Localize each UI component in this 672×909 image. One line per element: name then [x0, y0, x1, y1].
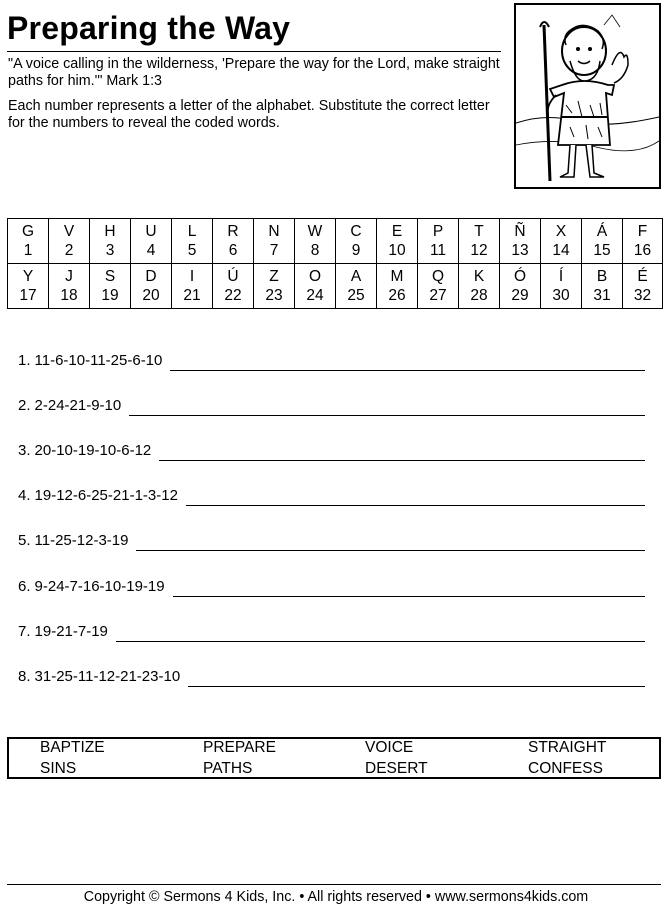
puzzle-code: 20-10-19-10-6-12 [34, 442, 152, 460]
key-letter: Z [269, 267, 279, 285]
key-number: 4 [146, 241, 156, 259]
word-bank-word: VOICE [365, 739, 414, 756]
key-number: 17 [19, 286, 37, 304]
key-cell [295, 264, 336, 309]
key-number: 32 [633, 286, 652, 304]
key-letter: Y [22, 267, 34, 285]
key-number: 24 [306, 286, 324, 304]
key-letter: E [391, 222, 403, 240]
answer-line[interactable] [159, 460, 645, 461]
key-number: 18 [60, 286, 78, 304]
key-letter: B [596, 267, 608, 285]
key-letter: Ó [513, 267, 527, 285]
key-number: 28 [470, 286, 488, 304]
title-underline [7, 51, 501, 52]
key-cell [49, 219, 90, 264]
key-cell [172, 264, 213, 309]
puzzle-number: 3. [18, 442, 31, 460]
puzzle-number: 4. [18, 487, 31, 505]
answer-line[interactable] [170, 370, 645, 371]
key-letter: Ú [227, 267, 239, 285]
key-number: 7 [269, 241, 279, 259]
key-letter: K [473, 267, 485, 285]
key-cell [500, 264, 541, 309]
word-bank-word: STRAIGHT [528, 739, 607, 756]
key-cell [172, 219, 213, 264]
key-letter: W [307, 222, 323, 240]
puzzle-number: 1. [18, 352, 31, 369]
footer-divider [7, 884, 661, 885]
puzzle-number: 6. [18, 577, 31, 595]
key-letter: C [350, 222, 362, 240]
word-bank-word: CONFESS [528, 760, 603, 777]
word-bank [7, 737, 661, 779]
letter-number-key [7, 218, 663, 309]
key-number: 1 [23, 241, 33, 259]
key-row-1-to-16 [8, 219, 663, 264]
key-number: 12 [470, 241, 488, 259]
key-cell [254, 264, 295, 309]
key-letter: Í [558, 267, 564, 285]
key-letter: G [21, 222, 35, 240]
key-cell [49, 264, 90, 309]
key-letter: Q [431, 267, 445, 285]
key-number: 10 [388, 241, 406, 259]
key-letter: N [268, 222, 280, 240]
key-cell [90, 264, 131, 309]
copyright-footer: Copyright © Sermons 4 Kids, Inc. • All rights reserved • www.sermons4kids.com [83, 889, 589, 905]
key-cell [336, 264, 377, 309]
key-number: 2 [64, 241, 74, 259]
key-number: 5 [187, 241, 197, 259]
key-number: 3 [105, 241, 115, 259]
puzzle-item [18, 622, 108, 642]
answer-line[interactable] [116, 641, 645, 642]
key-number: 13 [511, 241, 529, 259]
scripture-verse: "A voice calling in the wilderness, 'Prepare the way for the Lord, make straight paths for him.'" Mark 1:3 [8, 56, 500, 89]
key-cell [254, 219, 295, 264]
key-letter: F [637, 222, 648, 240]
answer-line[interactable] [173, 596, 645, 597]
word-bank-word: DESERT [365, 760, 428, 777]
key-letter: U [145, 222, 157, 240]
key-letter: M [390, 267, 404, 285]
word-bank-word: PATHS [203, 760, 253, 777]
answer-line[interactable] [129, 415, 645, 416]
key-number: 14 [552, 241, 570, 259]
puzzle-code: 19-12-6-25-21-1-3-12 [34, 487, 178, 505]
key-cell [582, 219, 623, 264]
key-number: 19 [101, 286, 119, 304]
key-letter: É [637, 267, 648, 285]
key-cell [377, 264, 418, 309]
key-number: 16 [633, 241, 652, 259]
john-the-baptist-illustration [514, 3, 661, 189]
puzzle-code: 11-6-10-11-25-6-10 [34, 352, 163, 369]
key-cell [131, 264, 172, 309]
key-cell [459, 219, 500, 264]
key-number: 20 [142, 286, 160, 304]
puzzle-number: 7. [18, 622, 31, 640]
key-number: 9 [351, 241, 361, 259]
key-letter: S [104, 267, 116, 285]
key-letter: O [308, 267, 322, 285]
key-number: 21 [183, 286, 201, 304]
key-cell [90, 219, 131, 264]
key-cell [295, 219, 336, 264]
key-cell [541, 219, 582, 264]
key-letter: V [63, 222, 75, 240]
key-cell [541, 264, 582, 309]
key-row-17-to-32 [8, 264, 663, 309]
puzzle-item [18, 577, 165, 597]
key-cell [131, 219, 172, 264]
key-letter: J [65, 267, 73, 285]
puzzle-item [18, 396, 121, 416]
key-number: 25 [347, 286, 365, 304]
puzzle-item [18, 667, 180, 687]
key-number: 22 [224, 286, 242, 304]
puzzle-number: 8. [18, 667, 31, 685]
key-letter: L [187, 222, 197, 240]
key-cell [213, 264, 254, 309]
key-number: 26 [388, 286, 406, 304]
key-number: 30 [552, 286, 570, 304]
key-cell [623, 264, 663, 309]
word-bank-word: PREPARE [203, 739, 276, 756]
key-cell [8, 264, 49, 309]
key-number: 11 [429, 241, 447, 259]
puzzle-code: 9-24-7-16-10-19-19 [34, 577, 165, 595]
word-bank-word: SINS [40, 760, 77, 777]
puzzle-item [18, 486, 178, 506]
key-letter: A [350, 267, 362, 285]
key-letter: H [104, 222, 116, 240]
key-number: 27 [429, 286, 447, 304]
answer-line[interactable] [136, 550, 645, 551]
key-cell [418, 219, 459, 264]
puzzle-number: 2. [18, 397, 31, 415]
puzzle-code: 11-25-12-3-19 [34, 532, 129, 550]
key-letter: Ñ [514, 222, 526, 240]
key-number: 31 [593, 286, 611, 304]
key-letter: I [189, 267, 195, 285]
puzzle-item [18, 531, 128, 551]
key-cell [582, 264, 623, 309]
key-letter: P [432, 222, 444, 240]
key-number: 6 [228, 241, 238, 259]
puzzle-item [18, 441, 151, 461]
puzzle-code: 19-21-7-19 [34, 622, 108, 640]
key-number: 23 [265, 286, 283, 304]
key-letter: D [145, 267, 157, 285]
puzzle-code: 31-25-11-12-21-23-10 [34, 667, 181, 685]
answer-line[interactable] [186, 505, 645, 506]
key-number: 8 [310, 241, 320, 259]
instructions: Each number represents a letter of the alphabet. Substitute the correct letter for the numbers to reveal the coded words. [8, 98, 490, 131]
key-cell [377, 219, 418, 264]
key-cell [623, 219, 663, 264]
key-cell [8, 219, 49, 264]
page-title: Preparing the Way [7, 10, 291, 46]
john-the-baptist-drawing [516, 5, 659, 187]
word-bank-word: BAPTIZE [40, 739, 105, 756]
puzzle-item [18, 351, 162, 371]
puzzle-number: 5. [18, 532, 31, 550]
key-cell [500, 219, 541, 264]
key-cell [459, 264, 500, 309]
key-letter: R [227, 222, 239, 240]
key-number: 15 [593, 241, 611, 259]
key-letter: X [555, 222, 567, 240]
key-letter: Á [596, 222, 608, 240]
key-letter: T [474, 222, 484, 240]
answer-line[interactable] [188, 686, 645, 687]
key-number: 29 [511, 286, 529, 304]
key-cell [213, 219, 254, 264]
key-cell [418, 264, 459, 309]
key-cell [336, 219, 377, 264]
puzzle-code: 2-24-21-9-10 [34, 397, 122, 415]
